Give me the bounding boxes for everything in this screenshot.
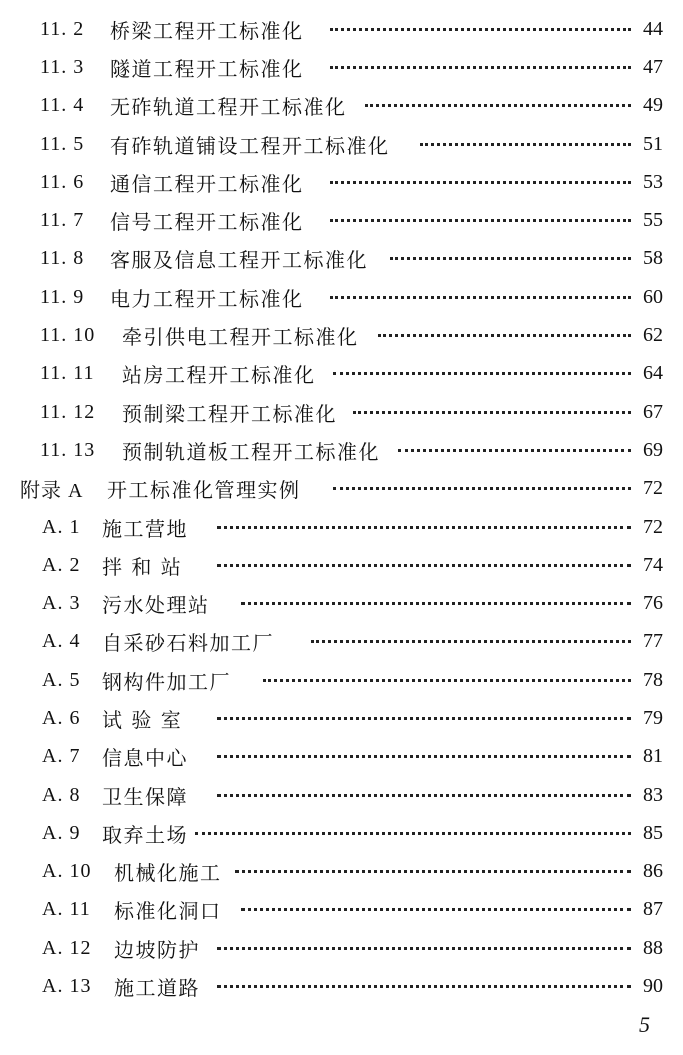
toc-entry-page: 81 <box>643 745 663 768</box>
toc-entry[interactable] <box>0 853 683 891</box>
toc-entry-number: 11. 6 <box>40 170 85 193</box>
toc-entry[interactable] <box>0 278 683 316</box>
toc-entry-number: A. 9 <box>42 821 81 844</box>
toc-entry-number: 11. 11 <box>40 362 95 385</box>
leader-dots <box>217 968 631 1006</box>
toc-entry-page: 49 <box>643 94 663 117</box>
toc-entry-title: 隧道工程开工标准化 <box>110 56 304 81</box>
leader-dots <box>330 202 631 240</box>
toc-entry[interactable] <box>0 431 683 469</box>
toc-entry-number: A. 6 <box>42 706 81 729</box>
toc-entry-title: 开工标准化管理实例 <box>107 478 301 503</box>
toc-entry-title: 牵引供电工程开工标准化 <box>122 325 359 350</box>
leader-dots <box>353 393 631 431</box>
toc-entry-number: A. 11 <box>42 898 91 921</box>
leader-dots <box>420 125 631 163</box>
leader-dots <box>330 278 631 316</box>
leader-dots <box>365 87 631 125</box>
toc-entry-page: 85 <box>643 821 663 844</box>
leader-dots <box>195 814 631 852</box>
toc-entry[interactable] <box>0 967 683 1005</box>
toc-entry-title: 钢构件加工厂 <box>102 669 231 694</box>
toc-entry-page: 69 <box>643 438 663 461</box>
toc-entry-page: 44 <box>643 17 663 40</box>
toc-entry-page: 83 <box>643 783 663 806</box>
toc-entry-title: 预制梁工程开工标准化 <box>122 401 337 426</box>
toc-entry-title: 通信工程开工标准化 <box>110 171 304 196</box>
toc-entry-page: 77 <box>643 630 663 653</box>
toc-entry[interactable] <box>0 623 683 661</box>
toc-entry-number: A. 7 <box>42 745 81 768</box>
toc-entry-title: 取弃土场 <box>102 822 188 847</box>
toc-entry[interactable] <box>0 10 683 48</box>
toc-entry[interactable] <box>0 776 683 814</box>
toc-entry-number: 11. 5 <box>40 132 85 155</box>
toc-entry-page: 55 <box>643 209 663 232</box>
toc-entry-title: 无砟轨道工程开工标准化 <box>110 95 347 120</box>
toc-entry-number: A. 13 <box>42 975 92 998</box>
toc-entry[interactable] <box>0 738 683 776</box>
toc-entry-number: 11. 4 <box>40 94 85 117</box>
toc-entry-title: 卫生保障 <box>102 784 188 809</box>
leader-dots <box>330 10 631 48</box>
toc-entry-page: 87 <box>643 898 663 921</box>
toc-entry-number: A. 10 <box>42 860 92 883</box>
toc-entry-page: 76 <box>643 592 663 615</box>
toc-entry[interactable] <box>0 470 683 508</box>
leader-dots <box>398 431 631 469</box>
toc-entry-number: A. 2 <box>42 553 81 576</box>
toc-entry-title: 自采砂石料加工厂 <box>102 631 274 656</box>
toc-entry-page: 74 <box>643 553 663 576</box>
toc-entry-number: A. 4 <box>42 630 81 653</box>
toc-entry-page: 79 <box>643 706 663 729</box>
toc-entry-title: 机械化施工 <box>114 861 222 886</box>
leader-dots <box>330 163 631 201</box>
toc-entry-title: 试 验 室 <box>102 707 183 732</box>
toc-entry-page: 90 <box>643 975 663 998</box>
toc-entry-page: 62 <box>643 324 663 347</box>
leader-dots <box>241 585 631 623</box>
leader-dots <box>217 929 631 967</box>
toc-entry-number: 11. 8 <box>40 247 85 270</box>
toc-entry-number: A. 8 <box>42 783 81 806</box>
toc-entry-page: 47 <box>643 55 663 78</box>
toc-entry[interactable] <box>0 355 683 393</box>
leader-dots <box>333 355 631 393</box>
leader-dots <box>263 661 631 699</box>
leader-dots <box>217 776 631 814</box>
toc-entry[interactable] <box>0 661 683 699</box>
toc-entry[interactable] <box>0 316 683 354</box>
toc-entry[interactable] <box>0 699 683 737</box>
toc-entry[interactable] <box>0 891 683 929</box>
toc-entry-title: 拌 和 站 <box>102 554 183 579</box>
toc-entry-page: 88 <box>643 936 663 959</box>
toc-entry-title: 信号工程开工标准化 <box>110 210 304 235</box>
leader-dots <box>217 699 631 737</box>
toc-entry-title: 桥梁工程开工标准化 <box>110 18 304 43</box>
toc-entry-number: 11. 12 <box>40 400 96 423</box>
toc-entry-title: 施工营地 <box>102 516 188 541</box>
toc-entry-page: 72 <box>643 477 663 500</box>
toc-entry-title: 站房工程开工标准化 <box>122 363 316 388</box>
toc-entry-page: 51 <box>643 132 663 155</box>
toc-entry[interactable] <box>0 48 683 86</box>
toc-entry[interactable] <box>0 508 683 546</box>
toc-entry-title: 预制轨道板工程开工标准化 <box>122 439 380 464</box>
page-number: 5 <box>639 1012 650 1037</box>
toc-entry-number: 附录 A <box>20 480 84 503</box>
toc-entry-page: 64 <box>643 362 663 385</box>
toc-entry-number: A. 5 <box>42 668 81 691</box>
toc-entry-title: 客服及信息工程开工标准化 <box>110 248 368 273</box>
toc-entry[interactable] <box>0 546 683 584</box>
toc-entry[interactable] <box>0 201 683 239</box>
leader-dots <box>390 240 631 278</box>
toc-entry-page: 60 <box>643 285 663 308</box>
leader-dots <box>330 48 631 86</box>
toc-entry[interactable] <box>0 814 683 852</box>
toc-entry-number: 11. 9 <box>40 285 85 308</box>
toc-entry-title: 电力工程开工标准化 <box>110 286 304 311</box>
toc-entry[interactable] <box>0 240 683 278</box>
toc-entry-page: 53 <box>643 170 663 193</box>
toc-entry-number: A. 3 <box>42 592 81 615</box>
toc-entry[interactable] <box>0 125 683 163</box>
toc-entry-number: A. 12 <box>42 936 92 959</box>
toc-entry[interactable] <box>0 393 683 431</box>
toc-entry[interactable] <box>0 87 683 125</box>
toc-entry-number: A. 1 <box>42 515 81 538</box>
toc-entry[interactable] <box>0 929 683 967</box>
toc-entry[interactable] <box>0 163 683 201</box>
toc-entry-number: 11. 7 <box>40 209 85 232</box>
leader-dots <box>235 853 631 891</box>
toc-entry-page: 78 <box>643 668 663 691</box>
leader-dots <box>378 317 631 355</box>
leader-dots <box>217 546 631 584</box>
toc-entry-number: 11. 10 <box>40 324 96 347</box>
table-of-contents <box>0 10 683 1006</box>
toc-entry-number: 11. 3 <box>40 55 85 78</box>
leader-dots <box>217 508 631 546</box>
toc-entry-page: 72 <box>643 515 663 538</box>
toc-entry-title: 边坡防护 <box>114 937 200 962</box>
toc-entry-title: 有砟轨道铺设工程开工标准化 <box>110 133 390 158</box>
toc-entry[interactable] <box>0 584 683 622</box>
leader-dots <box>217 738 631 776</box>
toc-entry-title: 污水处理站 <box>102 593 210 618</box>
toc-entry-page: 67 <box>643 400 663 423</box>
leader-dots <box>311 623 631 661</box>
toc-entry-page: 86 <box>643 860 663 883</box>
toc-entry-number: 11. 13 <box>40 438 96 461</box>
toc-entry-page: 58 <box>643 247 663 270</box>
leader-dots <box>241 891 631 929</box>
toc-entry-title: 标准化洞口 <box>114 899 222 924</box>
toc-entry-number: 11. 2 <box>40 17 85 40</box>
leader-dots <box>333 470 631 508</box>
toc-entry-title: 施工道路 <box>114 976 200 1001</box>
toc-entry-title: 信息中心 <box>102 746 188 771</box>
